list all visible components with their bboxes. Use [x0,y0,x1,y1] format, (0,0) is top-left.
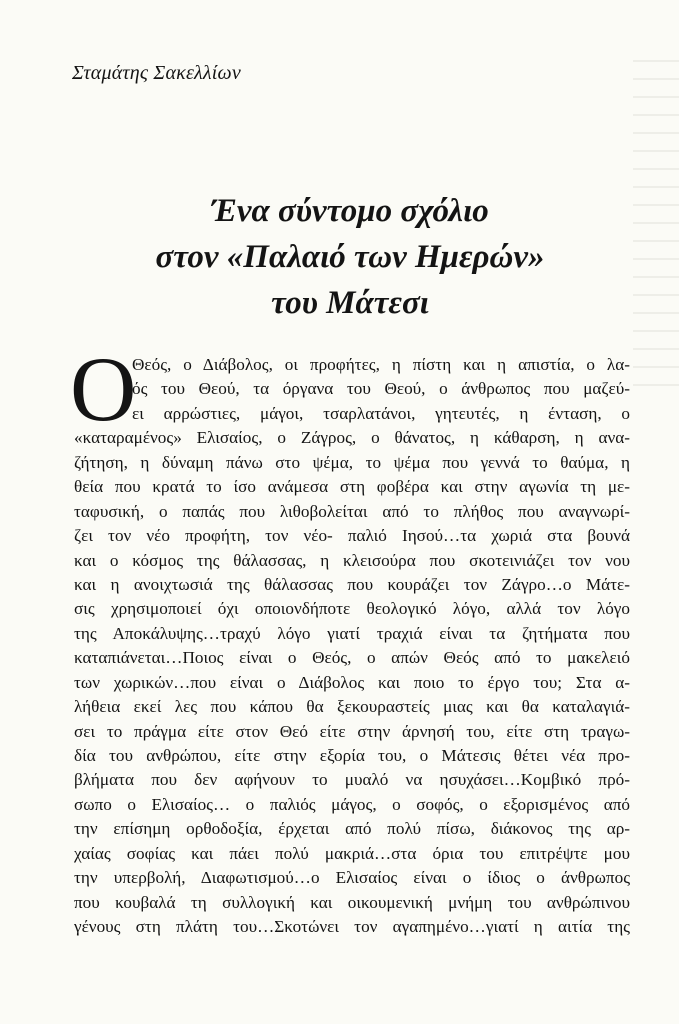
body-line: που κουβαλά τη συλλογική και οικουμενική μνήμη του ανθρώπινου [74,892,630,912]
body-line: σωπο ο Ελισαίος… ο παλιός μάγος, ο σοφός, ο εξορισμένος από [74,794,630,814]
body-line: γένους στη πλάτη του…Σκοτώνει τον αγαπημένο…γιατί η αιτία της [74,917,630,937]
body-line: και η ανοιχτωσιά της θάλασσας που κουράζει τον Ζάγρο…ο Μάτε- [74,574,630,594]
body-line: δία του ανθρώπου, είτε στην εξορία του, ο Μάτεσις θέτει νέα προ- [74,746,630,765]
body-line: σις χρησιμοποιεί όχι οποιονδήποτε θεολογικό λόγο, αλλά τον λόγο [74,599,630,619]
body-line: ταφυσική, ο παπάς που λιθοβολείται από το πλήθος που αναγνωρί- [74,501,630,521]
body-line: και ο κόσμος της θάλασσας, η κλεισούρα που σκοτεινιάζει τον νου [74,550,630,570]
title-line: Ένα σύντομο σχόλιο [211,193,489,229]
body-line: βλήματα που δεν αφήνουν το μυαλό να ησυχάσει…Κομβικό πρό- [74,770,630,790]
body-line: ει αρρώστιες, μάγοι, τσαρλατάνοι, γητευτές, η ένταση, ο [132,403,630,423]
article-body [70,338,630,940]
body-line: ζει τον νέο προφήτη, τον νέο- παλιό Ιησού…τα χωριά στα βουνά [74,526,630,546]
body-line: της Αποκάλυψης…τραχύ λόγο γιατί τραχιά είναι τα ζητήματα που [74,623,630,643]
body-line: την υπερβολή, Διαφωτισμού…ο Ελισαίος είναι ο ίδιος ο άνθρωπος [74,868,630,888]
body-line: θεία που κρατά το ίσο ανάμεσα στη φοβέρα και στην αγωνία τη με- [74,477,630,497]
body-line: «καταραμένος» Ελισαίος, ο Ζάγρος, ο θάνατος, η κάθαρση, η ανα- [74,428,630,448]
article-title [60,188,640,326]
body-line: των χωρικών…που είναι ο Διάβολος και ποιο το έργο του; Στα α- [74,672,630,692]
body-line: λήθεια εκεί λες που κάπου θα ξεκουραστείς μιας και θα καταλαγιά- [74,697,630,717]
body-line: Θεός, ο Διάβολος, οι προφήτες, η πίστη και η απιστία, ο λα- [132,355,630,374]
title-line: του Μάτεσι [271,285,429,321]
drop-cap: Ο [70,338,137,440]
body-line: χαίας σοφίας και πάει πολύ μακριά…στα όρια του επιτρέψτε μου [74,843,630,863]
title-line: στον «Παλαιό των Ημερών» [155,239,545,275]
body-line: ός του Θεού, τα όργανα του Θεού, ο άνθρωπος που μαζεύ- [132,379,630,399]
body-line: καταπιάνεται…Ποιος είναι ο Θεός, ο απών Θεός από το μακελειό [74,648,630,668]
body-line: την επίσημη ορθοδοξία, έρχεται από πολύ πίσω, διάκονος της αρ- [74,819,630,839]
author-name: Σταμάτης Σακελλίων [72,62,241,84]
body-line: σει το πράγμα είτε στον Θεό είτε στην άρνησή του, είτε στη τραγω- [74,721,630,741]
body-line: ζήτηση, η δύναμη πάνω στο ψέμα, το ψέμα που γεννά το θαύμα, η [74,452,630,472]
